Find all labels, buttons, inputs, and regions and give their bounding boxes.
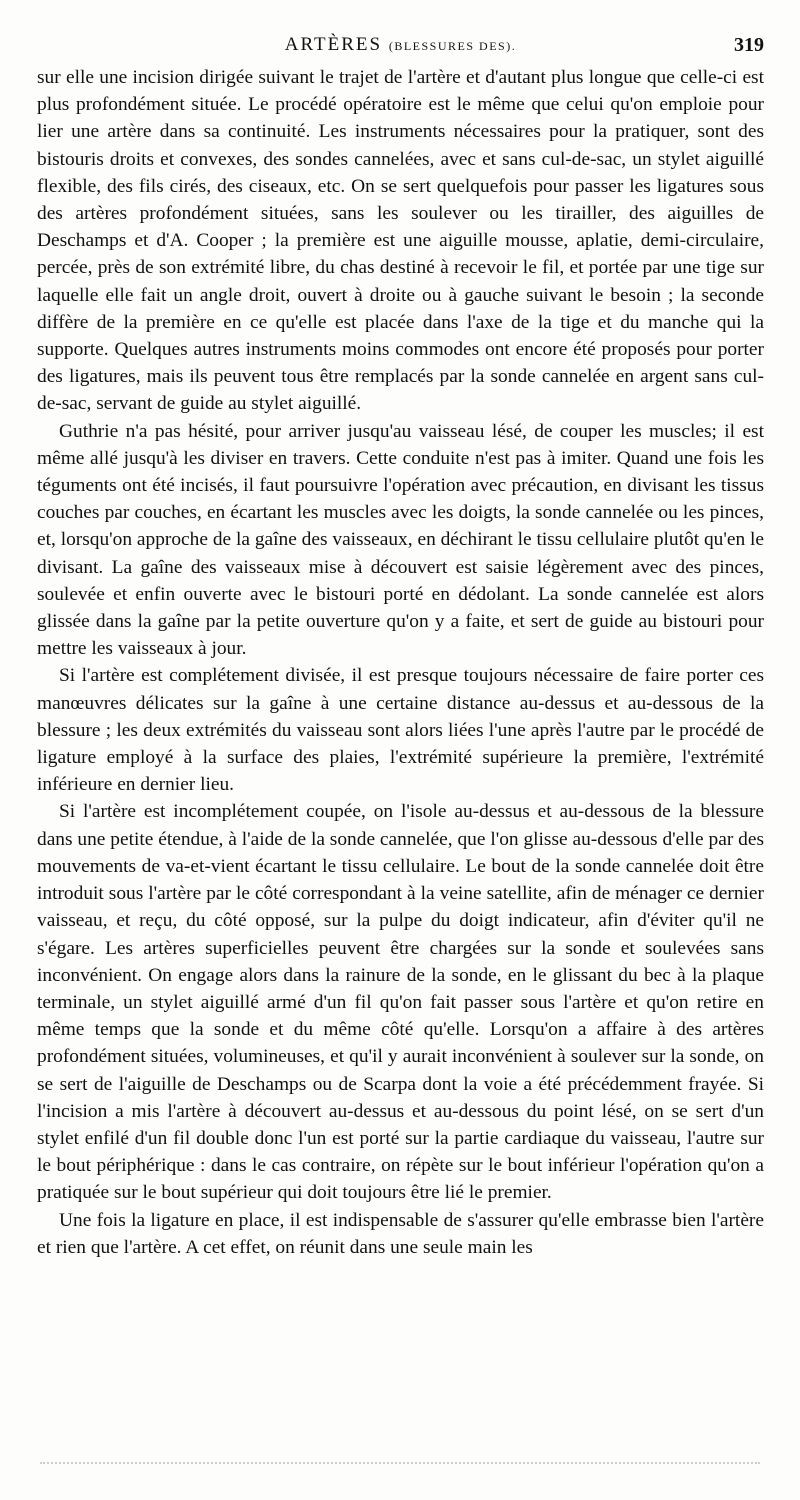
page-number: 319: [734, 34, 764, 56]
paragraph-3: Si l'artère est complétement divisée, il est presque toujours nécessaire de faire porter ces manœuvres délicates sur la gaîne à une certaine distance au-dessus et au-dessous de la blessure ; les deux extrémités du vaisseau sont alors liées l'une après l'autre par le procédé de ligature employé à la surface des plaies, l'extrémité supérieure la première, l'extrémité inférieure en dernier lieu.: [37, 665, 764, 796]
body-text: [37, 64, 764, 1261]
running-title-sub: (BLESSURES DES).: [388, 39, 517, 53]
running-header: [37, 30, 764, 60]
running-title: [37, 30, 764, 61]
paragraph-1: sur elle une incision dirigée suivant le trajet de l'artère et d'autant plus longue que celle-ci est plus profondément située. Le procédé opératoire est le même que celui qu'on emploie pour lier une artère dans sa continuité. Les instruments nécessaires pour la pratiquer, sont des bistouris droits et convexes, des sondes cannelées, avec et sans cul-de-sac, un stylet aiguillé flexible, des fils cirés, des ciseaux, etc. On se sert quelquefois pour passer les ligatures sous des artères profondément situées, sans les soulever ou les tirailler, des aiguilles de Deschamps et d'A. Cooper ; la première est une aiguille mousse, aplatie, demi-circulaire, percée, près de son extrémité libre, du chas destiné à recevoir le fil, et portée par une tige sur laquelle elle fait un angle droit, ouvert à droite ou à gauche suivant le besoin ; la seconde diffère de la première en ce qu'elle est placée dans l'axe de la tige et du manche qui la supporte. Quelques autres instruments moins commodes ont encore été proposés pour porter des ligatures, mais ils peuvent tous être remplacés par la sonde cannelée en argent sans cul-de-sac, servant de guide au stylet aiguillé.: [37, 67, 764, 415]
paragraph-4: Si l'artère est incomplétement coupée, on l'isole au-dessus et au-dessous de la blessure dans une petite étendue, à l'aide de la sonde cannelée, que l'on glisse au-dessous d'elle par des mouvements de va-et-vient écartant le tissu cellulaire. Le bout de la sonde cannelée doit être introduit sous l'artère par le côté correspondant à la veine satellite, afin de ménager ce dernier vaisseau, et reçu, du côté opposé, sur la pulpe du doigt indicateur, afin d'éviter qu'il ne s'égare. Les artères superficielles peuvent être chargées sur la sonde et soulevées sans inconvénient. On engage alors dans la rainure de la sonde, en le glissant du bec à la plaque terminale, un stylet aiguillé armé d'un fil qu'on fait passer sous l'artère et qu'on retire en même temps que la sonde et du même côté qu'elle. Lorsqu'on a affaire à des artères profondément situées, volumineuses, et qu'il y aurait inconvénient à soulever sur la sonde, on se sert de l'aiguille de Deschamps ou de Scarpa dont la voie a été précédemment frayée. Si l'incision a mis l'artère à découvert au-dessus et au-dessous du point lésé, on se sert d'un stylet enfilé d'un fil double donc l'un est porté sur la partie cardiaque du vaisseau, l'autre sur le bout périphérique : dans le cas contraire, on répète sur le bout inférieur l'opération qu'on a pratiquée sur le bout supérieur qui doit toujours être lié le premier.: [37, 801, 764, 1204]
running-title-main: ARTÈRES: [284, 34, 383, 55]
bleed-through-line: [40, 1462, 760, 1466]
paragraph-2: Guthrie n'a pas hésité, pour arriver jusqu'au vaisseau lésé, de couper les muscles; il est même allé jusqu'à les diviser en travers. Cette conduite n'est pas à imiter. Quand une fois les téguments ont été incisés, il faut poursuivre l'opération avec précaution, en divisant les tissus couches par couches, en écartant les muscles avec les doigts, la sonde cannelée ou les pinces, et, lorsqu'on approche de la gaîne des vaisseaux, en déchirant le tissu cellulaire plutôt qu'en le divisant. La gaîne des vaisseaux mise à découvert est saisie légèrement avec des pinces, soulevée et enfin ouverte avec le bistouri porté en dédolant. La sonde cannelée est alors glissée dans la gaîne par la petite ouverture qu'on y a faite, et sert de guide au bistouri pour mettre les vaisseaux à jour.: [37, 420, 764, 660]
paragraph-5: Une fois la ligature en place, il est indispensable de s'assurer qu'elle embrasse bien l'artère et rien que l'artère. A cet effet, on réunit dans une seule main les: [37, 1209, 764, 1258]
